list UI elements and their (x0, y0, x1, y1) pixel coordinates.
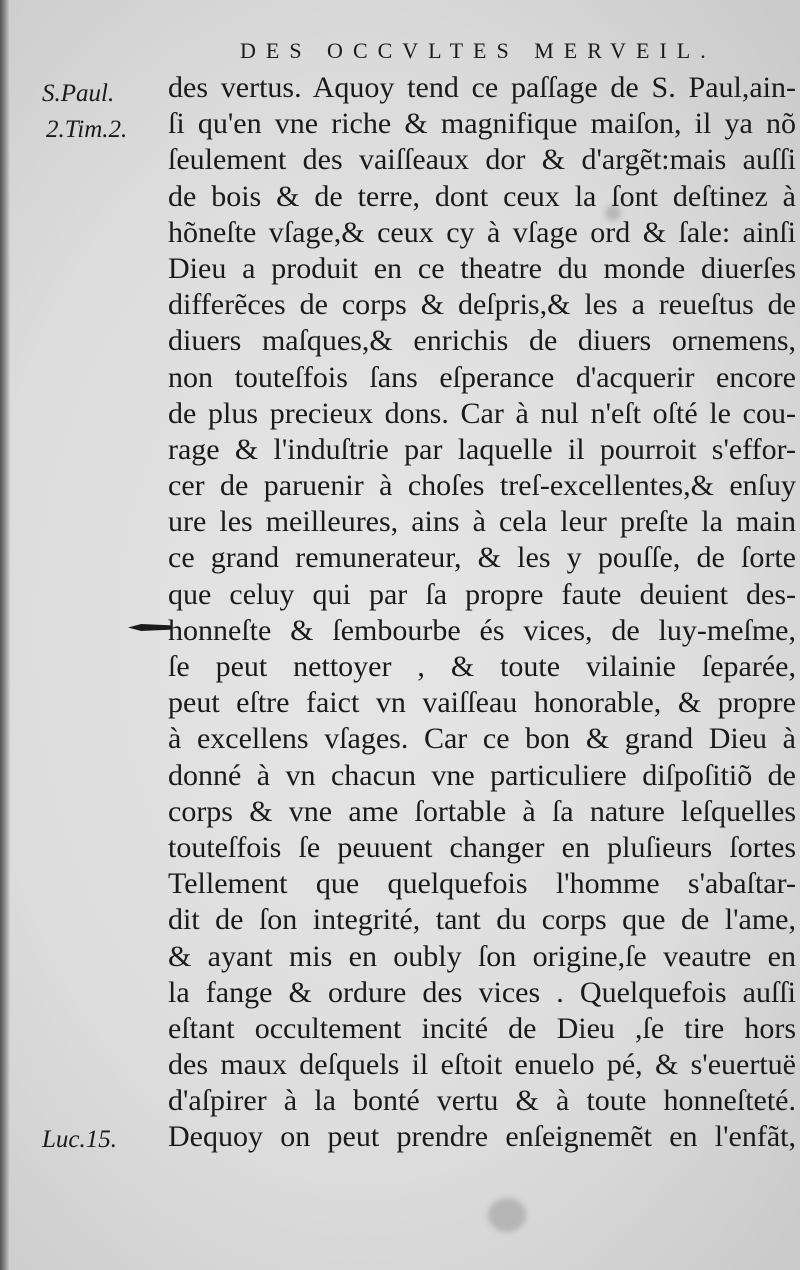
text-line: non touteſfois ſans eſperance d'acquerir encore (168, 360, 796, 394)
text-line: donné à vn chacun vne particuliere diſpoſitiõ de (168, 758, 796, 792)
margin-note-spaul: S.Paul. (42, 80, 115, 107)
text-line: d'aſpirer à la bonté vertu & à toute honneſteté. (168, 1084, 796, 1118)
body-text (168, 70, 796, 1156)
text-line: de bois & de terre, dont ceux la ſont deſtinez à (168, 179, 796, 213)
text-line: ce grand remunerateur, & les y pouſſe, de ſorte (168, 541, 796, 575)
text-line: eſtant occultement incité de Dieu ,ſe tire hors (168, 1011, 796, 1045)
text-line: hõneſte vſage,& ceux cy à vſage ord & ſale: ainſi (168, 215, 796, 249)
text-line: dit de ſon integrité, tant du corps que de l'ame, (168, 903, 796, 937)
text-line: touteſfois ſe peuuent changer en pluſieurs ſortes (168, 830, 796, 864)
text-line: & ayant mis en oubly ſon origine,ſe veautre en (168, 939, 796, 973)
text-line: ſi qu'en vne riche & magnifique maiſon, il ya nõ (168, 107, 796, 141)
text-line: corps & vne ame ſortable à ſa nature leſquelles (168, 794, 796, 828)
text-line: diuers maſques,& enrichis de diuers ornemens, (168, 324, 796, 358)
text-line: differẽces de corps & deſpris,& les a reueſtus de (168, 288, 796, 322)
margin-note-luc: Luc.15. (42, 1126, 117, 1153)
margin-pointer-mark (128, 624, 172, 631)
text-line: ſe peut nettoyer , & toute vilainie ſeparée, (168, 650, 796, 683)
text-line: peut eſtre faict vn vaiſſeau honorable, & propre (168, 686, 796, 720)
text-line: Dequoy on peut prendre enſeignemẽt en l'enfãt, (168, 1120, 796, 1154)
text-line: rage & l'induſtrie par laquelle il pourroit s'effor- (168, 432, 796, 466)
text-line: Dieu a produit en ce theatre du monde diuerſes (168, 251, 796, 285)
text-line: des maux deſquels il eſtoit enuelo pé, & s'euertuë (168, 1048, 796, 1082)
margin-note-2tim: 2.Tim.2. (46, 116, 128, 143)
text-line: honneſte & ſembourbe és vices, de luy-meſme, (168, 613, 796, 647)
text-line: ſeulement des vaiſſeaux dor & d'argẽt:mais auſſi (168, 143, 796, 177)
text-line: la fange & ordure des vices . Quelquefois auſſi (168, 975, 796, 1009)
text-line: Tellement que quelquefois l'homme s'abaſtar- (168, 867, 796, 901)
text-line: des vertus. Aquoy tend ce paſſage de S. Paul,ain- (168, 71, 796, 104)
text-line: de plus precieux dons. Car à nul n'eſt oſté le cou- (168, 396, 796, 430)
text-line: cer de paruenir à choſes treſ-excellentes,& enſuy (168, 469, 796, 503)
page-gutter-shadow (0, 0, 10, 1270)
text-line: que celuy qui par ſa propre faute deuient des- (168, 577, 796, 611)
text-line: ure les meilleures, ains à cela leur preſte la main (168, 505, 796, 539)
text-line: à excellens vſages. Car ce bon & grand Dieu à (168, 722, 796, 756)
running-head: DES OCCVLTES MERVEIL. (240, 38, 716, 63)
ink-stain (488, 1198, 526, 1232)
